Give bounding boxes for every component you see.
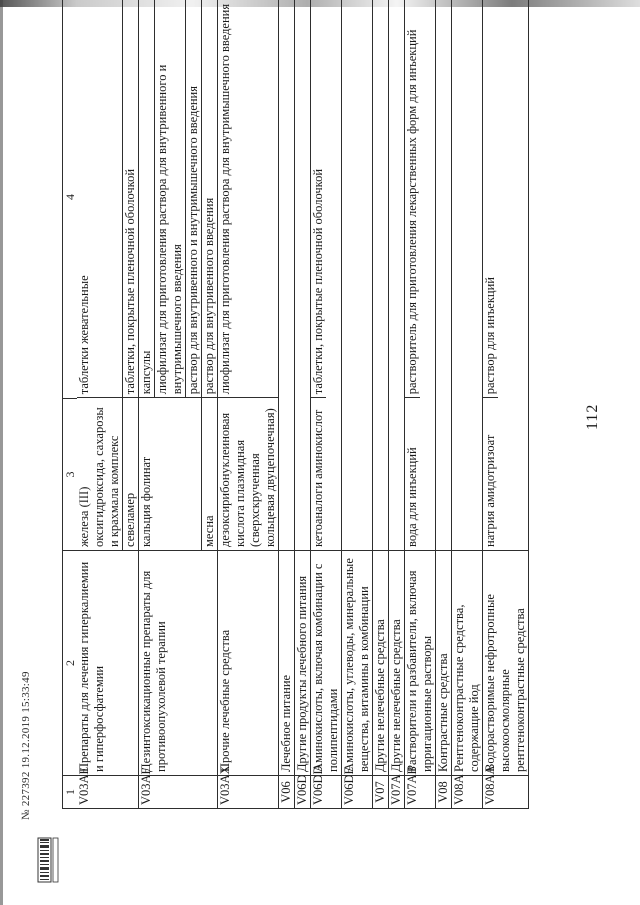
table-row	[435, 0, 451, 808]
substance-group	[389, 0, 404, 551]
atc-code-cell: V06	[279, 781, 293, 803]
group-name-cell: Аминокислоты, включая комбинации с полипептидами	[311, 551, 341, 776]
substance-group	[405, 0, 435, 551]
header-cell-4: 4	[63, 0, 77, 399]
group-name-cell: Другие нелечебные средства	[389, 551, 404, 776]
substance-row	[77, 0, 122, 550]
group-name-cell: Аминокислоты, углеводы, минеральные вещества, витамины в комбинации	[342, 551, 372, 776]
substance-group	[373, 0, 388, 551]
dosage-form-cell: раствор для инъекций	[483, 277, 497, 395]
drug-table	[62, 0, 529, 809]
form-group	[123, 0, 138, 398]
table-row	[278, 0, 294, 808]
substance-group	[311, 0, 341, 551]
atc-code-cell: V03AX	[218, 765, 232, 805]
atc-code-cell: V03AE	[77, 766, 91, 805]
form-group	[405, 0, 420, 398]
table-row	[404, 0, 435, 808]
substance-cell: дезоксирибонуклеиновая кислота плазмидная (сверхскрученная кольцевая двуцепочечная)	[218, 408, 277, 547]
substance-cell: железа (III) оксигидроксида, сахарозы и крахмала комплекс	[77, 407, 121, 547]
atc-code-cell: V08A	[452, 774, 466, 805]
group-name-cell: Прочие лечебные средства	[218, 551, 278, 776]
atc-code-cell: V06DD	[311, 765, 325, 805]
group-name-cell: Рентгеноконтрастные средства, содержащие йод	[452, 551, 482, 776]
substance-row	[483, 0, 498, 550]
dosage-form-cell: таблетки жевательные	[77, 275, 91, 395]
table-row	[310, 0, 341, 808]
atc-code-cell: V07	[373, 781, 387, 803]
dosage-form-cell: раствор для внутривенного введения	[202, 197, 216, 395]
table-row	[77, 0, 138, 808]
group-name-cell: Дезинтоксикационные препараты для противоопухолевой терапии	[139, 551, 217, 776]
table-row	[217, 0, 278, 808]
group-name-cell: Водорастворимые нефротропные высокоосмолярные рентгеноконтрастные средства	[483, 551, 528, 776]
page-number: 112	[584, 403, 601, 430]
substance-group	[483, 0, 528, 551]
substance-group	[218, 0, 278, 551]
substance-cell: севеламер	[123, 492, 137, 547]
substance-row	[201, 0, 217, 550]
substance-group	[139, 0, 217, 551]
header-cell-1: 1	[63, 789, 77, 795]
table-row	[294, 0, 310, 808]
barcode-stamp	[36, 837, 60, 883]
dosage-form-cell: капсулы	[139, 350, 153, 395]
form-group	[139, 0, 201, 398]
substance-row	[218, 0, 278, 550]
substance-group	[77, 0, 138, 551]
group-name-cell: Другие нелечебные средства	[373, 551, 388, 776]
substance-group	[342, 0, 372, 551]
atc-code-cell: V06DE	[342, 766, 356, 805]
substance-row	[405, 0, 420, 550]
group-name-cell: Лечебное питание	[279, 551, 294, 776]
form-group	[218, 0, 278, 398]
substance-group	[279, 0, 294, 551]
substance-cell: натрия амидотризоат	[483, 434, 497, 547]
atc-code-cell: V03AF	[139, 767, 153, 805]
form-group	[311, 0, 326, 398]
substance-group	[436, 0, 451, 551]
header-cell-3: 3	[63, 399, 77, 551]
substance-row	[122, 0, 138, 550]
substance-cell: кальция фолинат	[139, 456, 153, 547]
atc-code-cell: V08AA	[483, 765, 497, 805]
dosage-form-cell: таблетки, покрытые пленочной оболочкой	[311, 168, 325, 395]
atc-code-cell: V06D	[295, 774, 309, 805]
group-name-cell: Препараты для лечения гиперкалиемии и гиперфосфатемии	[77, 551, 138, 776]
atc-code-cell: V08	[436, 781, 450, 803]
group-name-cell: Контрастные средства	[436, 551, 451, 776]
dosage-form-cell: лиофилизат для приготовления раствора для внутривенного и внутримышечного введения	[154, 0, 185, 397]
dosage-form-cell: раствор для внутривенного и внутримышечного введения	[185, 0, 201, 397]
form-group	[202, 0, 217, 398]
table-row	[138, 0, 217, 808]
substance-row	[139, 0, 201, 550]
substance-group	[295, 0, 310, 551]
dosage-form-cell: таблетки, покрытые пленочной оболочкой	[123, 168, 137, 395]
form-group	[483, 0, 498, 398]
table-row	[451, 0, 482, 808]
group-name-cell: Другие продукты лечебного питания	[295, 551, 310, 776]
substance-group	[452, 0, 482, 551]
group-name-cell: Растворители и разбавители, включая ирригационные растворы	[405, 551, 435, 776]
atc-code-cell: V07AB	[405, 766, 419, 805]
substance-cell: вода для инъекций	[405, 447, 419, 547]
table-row	[388, 0, 404, 808]
table-row	[482, 0, 528, 808]
header-cell-2: 2	[63, 551, 77, 776]
atc-code-cell: V07A	[389, 774, 403, 805]
form-group	[77, 0, 122, 398]
table-header-row	[63, 0, 77, 808]
table-row	[341, 0, 372, 808]
substance-cell: кетоаналоги аминокислот	[311, 409, 325, 547]
substance-cell: месна	[202, 515, 216, 547]
table-body	[77, 0, 528, 808]
registration-footer: № 227392 19.12.2019 15:33:49	[20, 671, 32, 820]
dosage-form-cell: лиофилизат для приготовления раствора для внутримышечного введения	[218, 3, 232, 395]
substance-row	[311, 0, 326, 550]
dosage-form-cell: растворитель для приготовления лекарственных форм для инъекций	[405, 29, 419, 395]
table-row	[372, 0, 388, 808]
